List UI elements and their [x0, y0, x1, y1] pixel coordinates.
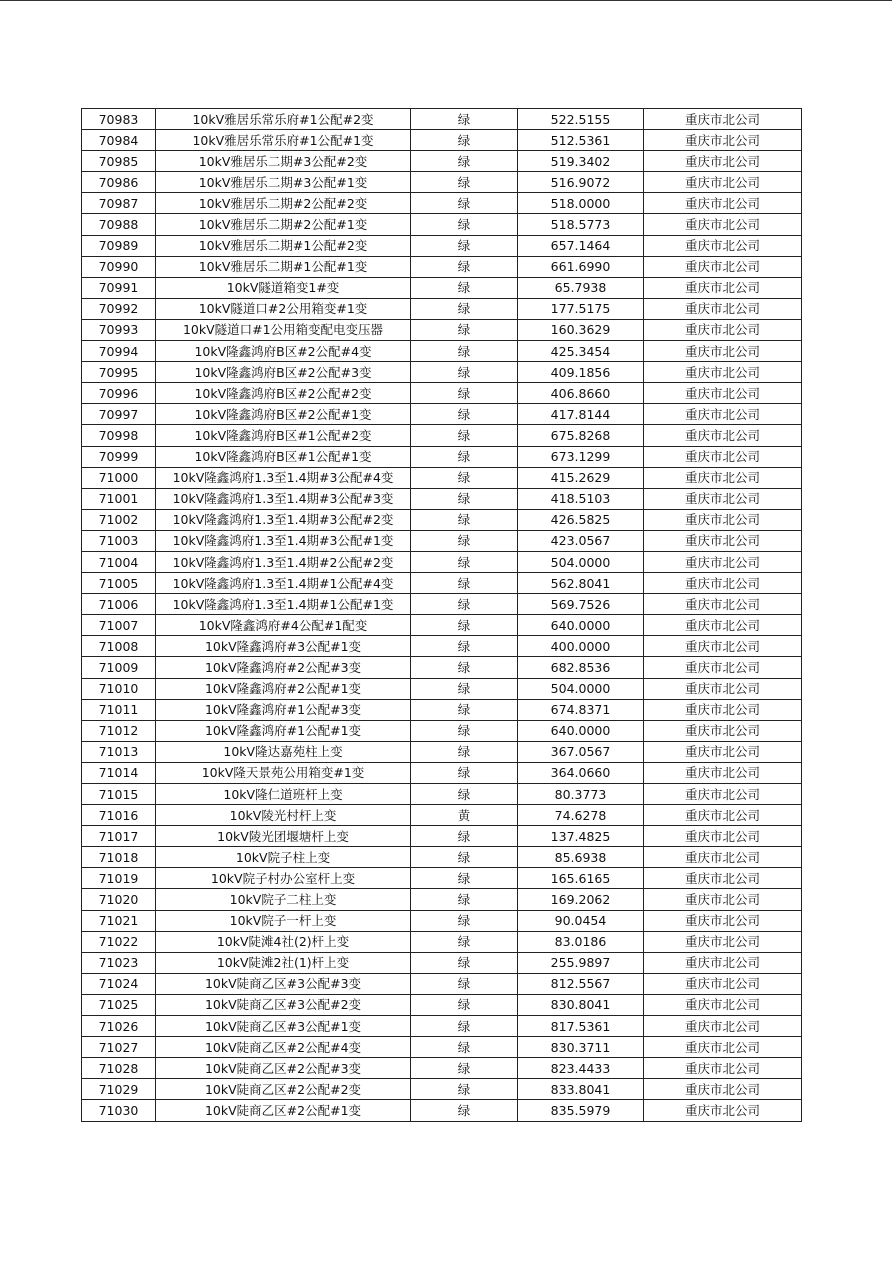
table-row [82, 467, 802, 488]
status-color-cell: 绿 [411, 130, 518, 151]
status-color-cell: 绿 [411, 509, 518, 530]
table-row [82, 551, 802, 572]
transformer-name-cell: 10kV隆鑫鸿府#2公配#3变 [156, 657, 411, 678]
row-id-cell: 70987 [82, 193, 156, 214]
table-row [82, 762, 802, 783]
value-cell: 516.9072 [518, 172, 644, 193]
status-color-cell: 绿 [411, 362, 518, 383]
company-cell: 重庆市北公司 [644, 994, 802, 1015]
table-row [82, 1016, 802, 1037]
transformer-name-cell: 10kV隆鑫鸿府#3公配#1变 [156, 636, 411, 657]
transformer-name-cell: 10kV陡滩2社(1)杆上变 [156, 952, 411, 973]
row-id-cell: 71016 [82, 805, 156, 826]
row-id-cell: 71007 [82, 615, 156, 636]
transformer-name-cell: 10kV雅居乐二期#1公配#1变 [156, 256, 411, 277]
company-cell: 重庆市北公司 [644, 889, 802, 910]
value-cell: 673.1299 [518, 446, 644, 467]
table-row [82, 193, 802, 214]
status-color-cell: 绿 [411, 109, 518, 130]
value-cell: 823.4433 [518, 1058, 644, 1079]
table-row [82, 425, 802, 446]
company-cell: 重庆市北公司 [644, 973, 802, 994]
row-id-cell: 71030 [82, 1100, 156, 1121]
transformer-name-cell: 10kV陵光团堰塘杆上变 [156, 826, 411, 847]
table-row [82, 952, 802, 973]
row-id-cell: 71005 [82, 573, 156, 594]
row-id-cell: 71022 [82, 931, 156, 952]
company-cell: 重庆市北公司 [644, 1100, 802, 1121]
row-id-cell: 71024 [82, 973, 156, 994]
row-id-cell: 71020 [82, 889, 156, 910]
row-id-cell: 70988 [82, 214, 156, 235]
transformer-name-cell: 10kV雅居乐二期#1公配#2变 [156, 235, 411, 256]
row-id-cell: 71009 [82, 657, 156, 678]
value-cell: 817.5361 [518, 1016, 644, 1037]
value-cell: 425.3454 [518, 341, 644, 362]
company-cell: 重庆市北公司 [644, 678, 802, 699]
row-id-cell: 70994 [82, 341, 156, 362]
table-row [82, 594, 802, 615]
table-row [82, 530, 802, 551]
company-cell: 重庆市北公司 [644, 762, 802, 783]
company-cell: 重庆市北公司 [644, 404, 802, 425]
table-row [82, 404, 802, 425]
company-cell: 重庆市北公司 [644, 741, 802, 762]
table-row [82, 826, 802, 847]
value-cell: 400.0000 [518, 636, 644, 657]
transformer-name-cell: 10kV院子村办公室杆上变 [156, 868, 411, 889]
company-cell: 重庆市北公司 [644, 151, 802, 172]
row-id-cell: 71027 [82, 1037, 156, 1058]
value-cell: 504.0000 [518, 678, 644, 699]
table-row [82, 973, 802, 994]
company-cell: 重庆市北公司 [644, 1079, 802, 1100]
row-id-cell: 71019 [82, 868, 156, 889]
transformer-name-cell: 10kV隧道口#1公用箱变配电变压器 [156, 319, 411, 340]
row-id-cell: 71023 [82, 952, 156, 973]
transformer-name-cell: 10kV隆鑫鸿府B区#2公配#4变 [156, 341, 411, 362]
company-cell: 重庆市北公司 [644, 235, 802, 256]
status-color-cell: 绿 [411, 741, 518, 762]
row-id-cell: 71025 [82, 994, 156, 1015]
transformer-name-cell: 10kV隆天景苑公用箱变#1变 [156, 762, 411, 783]
table-row [82, 235, 802, 256]
value-cell: 674.8371 [518, 699, 644, 720]
company-cell: 重庆市北公司 [644, 530, 802, 551]
transformer-name-cell: 10kV雅居乐常乐府#1公配#1变 [156, 130, 411, 151]
status-color-cell: 绿 [411, 762, 518, 783]
status-color-cell: 绿 [411, 235, 518, 256]
transformer-name-cell: 10kV隧道箱变1#变 [156, 277, 411, 298]
table-row [82, 573, 802, 594]
transformer-name-cell: 10kV隆鑫鸿府B区#1公配#1变 [156, 446, 411, 467]
transformer-name-cell: 10kV隆鑫鸿府1.3至1.4期#1公配#1变 [156, 594, 411, 615]
company-cell: 重庆市北公司 [644, 256, 802, 277]
row-id-cell: 71006 [82, 594, 156, 615]
transformer-name-cell: 10kV隆鑫鸿府#4公配#1配变 [156, 615, 411, 636]
value-cell: 657.1464 [518, 235, 644, 256]
status-color-cell: 绿 [411, 341, 518, 362]
status-color-cell: 绿 [411, 657, 518, 678]
table-row [82, 784, 802, 805]
status-color-cell: 绿 [411, 636, 518, 657]
table-row [82, 805, 802, 826]
table-row [82, 699, 802, 720]
row-id-cell: 71004 [82, 551, 156, 572]
row-id-cell: 71014 [82, 762, 156, 783]
transformer-name-cell: 10kV陡商乙区#2公配#4变 [156, 1037, 411, 1058]
company-cell: 重庆市北公司 [644, 636, 802, 657]
row-id-cell: 70998 [82, 425, 156, 446]
transformer-name-cell: 10kV隆鑫鸿府B区#2公配#1变 [156, 404, 411, 425]
transformer-name-cell: 10kV隧道口#2公用箱变#1变 [156, 298, 411, 319]
row-id-cell: 71026 [82, 1016, 156, 1037]
company-cell: 重庆市北公司 [644, 720, 802, 741]
company-cell: 重庆市北公司 [644, 130, 802, 151]
row-id-cell: 70999 [82, 446, 156, 467]
table-row [82, 214, 802, 235]
table-row [82, 277, 802, 298]
value-cell: 90.0454 [518, 910, 644, 931]
value-cell: 504.0000 [518, 551, 644, 572]
table-row [82, 1058, 802, 1079]
transformer-name-cell: 10kV隆鑫鸿府1.3至1.4期#3公配#1变 [156, 530, 411, 551]
status-color-cell: 绿 [411, 256, 518, 277]
table-row [82, 298, 802, 319]
company-cell: 重庆市北公司 [644, 551, 802, 572]
status-color-cell: 绿 [411, 1016, 518, 1037]
table-row [82, 362, 802, 383]
company-cell: 重庆市北公司 [644, 1058, 802, 1079]
status-color-cell: 绿 [411, 678, 518, 699]
row-id-cell: 71001 [82, 488, 156, 509]
company-cell: 重庆市北公司 [644, 277, 802, 298]
transformer-name-cell: 10kV陡商乙区#3公配#2变 [156, 994, 411, 1015]
value-cell: 682.8536 [518, 657, 644, 678]
transformer-name-cell: 10kV隆仁道班杆上变 [156, 784, 411, 805]
transformer-name-cell: 10kV陡商乙区#2公配#1变 [156, 1100, 411, 1121]
table-row [82, 636, 802, 657]
status-color-cell: 绿 [411, 404, 518, 425]
company-cell: 重庆市北公司 [644, 573, 802, 594]
table-row [82, 488, 802, 509]
row-id-cell: 70983 [82, 109, 156, 130]
row-id-cell: 70985 [82, 151, 156, 172]
transformer-name-cell: 10kV雅居乐二期#2公配#1变 [156, 214, 411, 235]
table-row [82, 994, 802, 1015]
status-color-cell: 黄 [411, 805, 518, 826]
row-id-cell: 70992 [82, 298, 156, 319]
status-color-cell: 绿 [411, 446, 518, 467]
company-cell: 重庆市北公司 [644, 1037, 802, 1058]
table-row [82, 1037, 802, 1058]
row-id-cell: 71017 [82, 826, 156, 847]
status-color-cell: 绿 [411, 551, 518, 572]
company-cell: 重庆市北公司 [644, 784, 802, 805]
company-cell: 重庆市北公司 [644, 109, 802, 130]
table-row [82, 1079, 802, 1100]
page-top-border [0, 0, 892, 1]
transformer-name-cell: 10kV陵光村杆上变 [156, 805, 411, 826]
transformer-name-cell: 10kV陡商乙区#3公配#3变 [156, 973, 411, 994]
status-color-cell: 绿 [411, 467, 518, 488]
company-cell: 重庆市北公司 [644, 341, 802, 362]
transformer-name-cell: 10kV隆鑫鸿府#1公配#3变 [156, 699, 411, 720]
company-cell: 重庆市北公司 [644, 931, 802, 952]
status-color-cell: 绿 [411, 847, 518, 868]
transformer-name-cell: 10kV隆鑫鸿府1.3至1.4期#3公配#2变 [156, 509, 411, 530]
company-cell: 重庆市北公司 [644, 298, 802, 319]
value-cell: 423.0567 [518, 530, 644, 551]
transformer-name-cell: 10kV隆鑫鸿府#2公配#1变 [156, 678, 411, 699]
status-color-cell: 绿 [411, 868, 518, 889]
row-id-cell: 71013 [82, 741, 156, 762]
company-cell: 重庆市北公司 [644, 952, 802, 973]
status-color-cell: 绿 [411, 1079, 518, 1100]
value-cell: 418.5103 [518, 488, 644, 509]
value-cell: 406.8660 [518, 383, 644, 404]
company-cell: 重庆市北公司 [644, 699, 802, 720]
value-cell: 675.8268 [518, 425, 644, 446]
transformer-table [81, 108, 802, 1122]
company-cell: 重庆市北公司 [644, 467, 802, 488]
table-row [82, 889, 802, 910]
value-cell: 833.8041 [518, 1079, 644, 1100]
row-id-cell: 70996 [82, 383, 156, 404]
value-cell: 364.0660 [518, 762, 644, 783]
table-row [82, 741, 802, 762]
transformer-name-cell: 10kV隆鑫鸿府1.3至1.4期#3公配#3变 [156, 488, 411, 509]
table-body [82, 109, 802, 1122]
table-row [82, 1100, 802, 1121]
table-row [82, 910, 802, 931]
value-cell: 426.5825 [518, 509, 644, 530]
value-cell: 562.8041 [518, 573, 644, 594]
row-id-cell: 70990 [82, 256, 156, 277]
status-color-cell: 绿 [411, 488, 518, 509]
row-id-cell: 71028 [82, 1058, 156, 1079]
value-cell: 812.5567 [518, 973, 644, 994]
table-row [82, 509, 802, 530]
status-color-cell: 绿 [411, 994, 518, 1015]
value-cell: 518.0000 [518, 193, 644, 214]
table-row [82, 446, 802, 467]
transformer-name-cell: 10kV陡商乙区#2公配#2变 [156, 1079, 411, 1100]
row-id-cell: 71008 [82, 636, 156, 657]
status-color-cell: 绿 [411, 784, 518, 805]
status-color-cell: 绿 [411, 193, 518, 214]
table-row [82, 868, 802, 889]
row-id-cell: 70984 [82, 130, 156, 151]
status-color-cell: 绿 [411, 826, 518, 847]
row-id-cell: 70997 [82, 404, 156, 425]
table-row [82, 151, 802, 172]
value-cell: 640.0000 [518, 615, 644, 636]
status-color-cell: 绿 [411, 151, 518, 172]
company-cell: 重庆市北公司 [644, 1016, 802, 1037]
value-cell: 165.6165 [518, 868, 644, 889]
transformer-name-cell: 10kV隆鑫鸿府#1公配#1变 [156, 720, 411, 741]
value-cell: 569.7526 [518, 594, 644, 615]
row-id-cell: 71029 [82, 1079, 156, 1100]
transformer-name-cell: 10kV院子柱上变 [156, 847, 411, 868]
company-cell: 重庆市北公司 [644, 193, 802, 214]
company-cell: 重庆市北公司 [644, 615, 802, 636]
row-id-cell: 71000 [82, 467, 156, 488]
status-color-cell: 绿 [411, 1100, 518, 1121]
table-row [82, 172, 802, 193]
row-id-cell: 71003 [82, 530, 156, 551]
row-id-cell: 71010 [82, 678, 156, 699]
company-cell: 重庆市北公司 [644, 847, 802, 868]
status-color-cell: 绿 [411, 931, 518, 952]
transformer-name-cell: 10kV隆鑫鸿府B区#2公配#3变 [156, 362, 411, 383]
row-id-cell: 71011 [82, 699, 156, 720]
value-cell: 522.5155 [518, 109, 644, 130]
table-row [82, 615, 802, 636]
value-cell: 65.7938 [518, 277, 644, 298]
status-color-cell: 绿 [411, 277, 518, 298]
value-cell: 74.6278 [518, 805, 644, 826]
status-color-cell: 绿 [411, 615, 518, 636]
status-color-cell: 绿 [411, 425, 518, 446]
status-color-cell: 绿 [411, 319, 518, 340]
value-cell: 169.2062 [518, 889, 644, 910]
status-color-cell: 绿 [411, 720, 518, 741]
value-cell: 255.9897 [518, 952, 644, 973]
company-cell: 重庆市北公司 [644, 488, 802, 509]
value-cell: 519.3402 [518, 151, 644, 172]
table-row [82, 341, 802, 362]
row-id-cell: 70991 [82, 277, 156, 298]
company-cell: 重庆市北公司 [644, 657, 802, 678]
table-row [82, 720, 802, 741]
table-row [82, 130, 802, 151]
table-row [82, 383, 802, 404]
company-cell: 重庆市北公司 [644, 594, 802, 615]
company-cell: 重庆市北公司 [644, 805, 802, 826]
transformer-name-cell: 10kV隆鑫鸿府B区#2公配#2变 [156, 383, 411, 404]
company-cell: 重庆市北公司 [644, 319, 802, 340]
row-id-cell: 70995 [82, 362, 156, 383]
transformer-name-cell: 10kV雅居乐常乐府#1公配#2变 [156, 109, 411, 130]
table-row [82, 931, 802, 952]
value-cell: 83.0186 [518, 931, 644, 952]
row-id-cell: 71002 [82, 509, 156, 530]
row-id-cell: 71012 [82, 720, 156, 741]
value-cell: 85.6938 [518, 847, 644, 868]
row-id-cell: 70989 [82, 235, 156, 256]
status-color-cell: 绿 [411, 889, 518, 910]
status-color-cell: 绿 [411, 699, 518, 720]
status-color-cell: 绿 [411, 910, 518, 931]
status-color-cell: 绿 [411, 573, 518, 594]
row-id-cell: 71018 [82, 847, 156, 868]
status-color-cell: 绿 [411, 214, 518, 235]
company-cell: 重庆市北公司 [644, 214, 802, 235]
row-id-cell: 71015 [82, 784, 156, 805]
company-cell: 重庆市北公司 [644, 826, 802, 847]
transformer-name-cell: 10kV雅居乐二期#3公配#1变 [156, 172, 411, 193]
company-cell: 重庆市北公司 [644, 425, 802, 446]
value-cell: 512.5361 [518, 130, 644, 151]
transformer-name-cell: 10kV隆鑫鸿府1.3至1.4期#1公配#4变 [156, 573, 411, 594]
company-cell: 重庆市北公司 [644, 172, 802, 193]
value-cell: 661.6990 [518, 256, 644, 277]
transformer-name-cell: 10kV院子二柱上变 [156, 889, 411, 910]
status-color-cell: 绿 [411, 952, 518, 973]
status-color-cell: 绿 [411, 1037, 518, 1058]
transformer-name-cell: 10kV隆鑫鸿府1.3至1.4期#2公配#2变 [156, 551, 411, 572]
value-cell: 417.8144 [518, 404, 644, 425]
transformer-name-cell: 10kV陡商乙区#3公配#1变 [156, 1016, 411, 1037]
table-row [82, 319, 802, 340]
transformer-name-cell: 10kV雅居乐二期#2公配#2变 [156, 193, 411, 214]
transformer-name-cell: 10kV陡商乙区#2公配#3变 [156, 1058, 411, 1079]
transformer-name-cell: 10kV陡滩4社(2)杆上变 [156, 931, 411, 952]
status-color-cell: 绿 [411, 973, 518, 994]
value-cell: 367.0567 [518, 741, 644, 762]
row-id-cell: 71021 [82, 910, 156, 931]
value-cell: 80.3773 [518, 784, 644, 805]
status-color-cell: 绿 [411, 298, 518, 319]
value-cell: 830.3711 [518, 1037, 644, 1058]
status-color-cell: 绿 [411, 1058, 518, 1079]
value-cell: 415.2629 [518, 467, 644, 488]
company-cell: 重庆市北公司 [644, 910, 802, 931]
transformer-name-cell: 10kV隆鑫鸿府B区#1公配#2变 [156, 425, 411, 446]
transformer-name-cell: 10kV隆达嘉苑柱上变 [156, 741, 411, 762]
transformer-name-cell: 10kV院子一杆上变 [156, 910, 411, 931]
company-cell: 重庆市北公司 [644, 868, 802, 889]
table-row [82, 109, 802, 130]
value-cell: 835.5979 [518, 1100, 644, 1121]
company-cell: 重庆市北公司 [644, 509, 802, 530]
value-cell: 160.3629 [518, 319, 644, 340]
value-cell: 518.5773 [518, 214, 644, 235]
company-cell: 重庆市北公司 [644, 362, 802, 383]
status-color-cell: 绿 [411, 530, 518, 551]
status-color-cell: 绿 [411, 383, 518, 404]
status-color-cell: 绿 [411, 172, 518, 193]
row-id-cell: 70986 [82, 172, 156, 193]
transformer-name-cell: 10kV雅居乐二期#3公配#2变 [156, 151, 411, 172]
value-cell: 177.5175 [518, 298, 644, 319]
value-cell: 137.4825 [518, 826, 644, 847]
status-color-cell: 绿 [411, 594, 518, 615]
value-cell: 409.1856 [518, 362, 644, 383]
value-cell: 640.0000 [518, 720, 644, 741]
table-row [82, 657, 802, 678]
table-row [82, 678, 802, 699]
value-cell: 830.8041 [518, 994, 644, 1015]
table-row [82, 256, 802, 277]
company-cell: 重庆市北公司 [644, 383, 802, 404]
transformer-name-cell: 10kV隆鑫鸿府1.3至1.4期#3公配#4变 [156, 467, 411, 488]
company-cell: 重庆市北公司 [644, 446, 802, 467]
table-row [82, 847, 802, 868]
row-id-cell: 70993 [82, 319, 156, 340]
